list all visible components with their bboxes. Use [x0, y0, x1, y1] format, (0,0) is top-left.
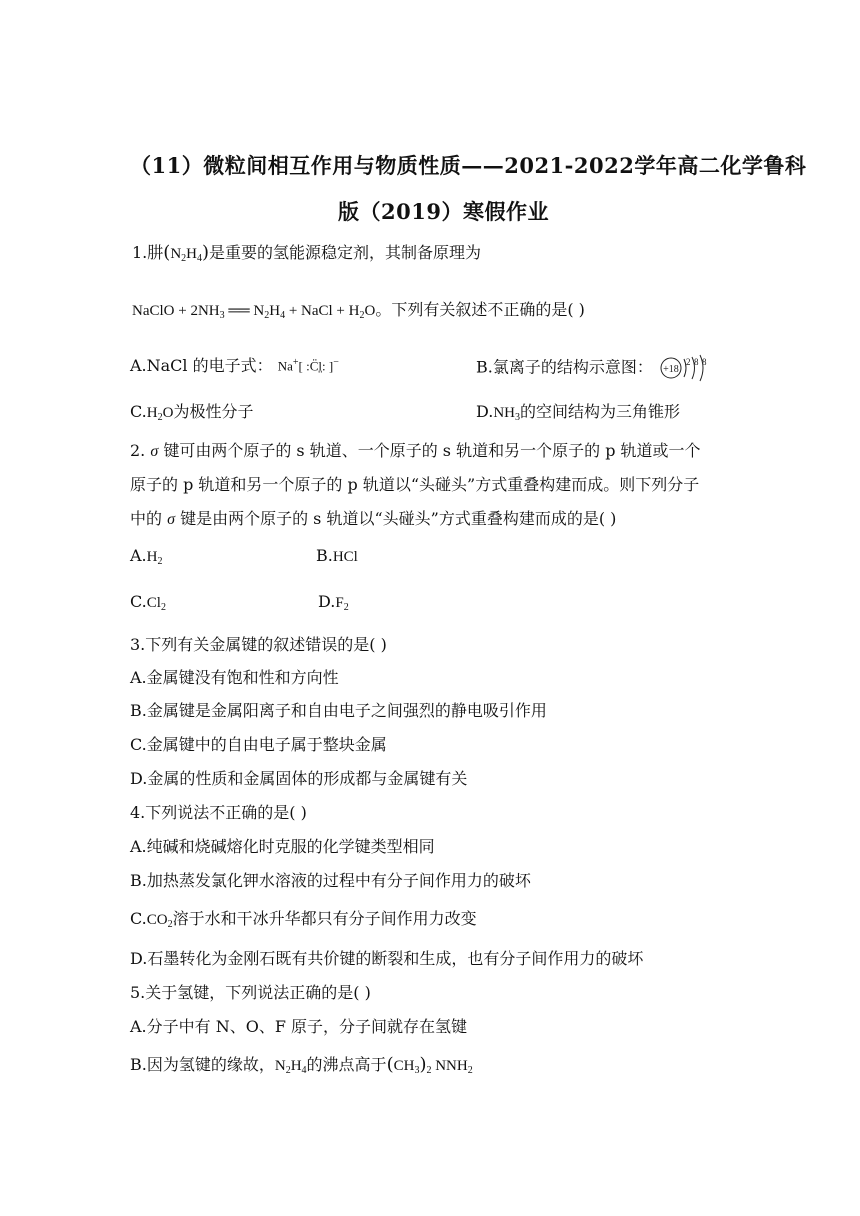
q2-option-b: B.HCl: [316, 546, 358, 565]
svg-text:2: 2: [685, 357, 691, 367]
chloride-ion-diagram-icon: [660, 353, 714, 383]
q3-option-c: C.金属键中的自由电子属于整块金属: [130, 735, 387, 754]
q2-option-d: $D.F_2$: [318, 592, 349, 613]
electron-formula: Na+[ :C̈l̤: ]−: [277, 356, 339, 373]
q1-option-b: B.氯离子的结构示意图： +18 2 8 8: [476, 353, 714, 383]
q3-stem: 3.下列有关金属键的叙述错误的是( ): [130, 635, 387, 654]
q2-line3: 中的 σ 键是由两个原子的 s 轨道以“头碰头”方式重叠构建而成的是( ): [130, 509, 617, 528]
q2-option-c: $C.Cl_2$: [130, 592, 166, 613]
q1-option-d: $D.NH_3$的空间结构为三角锥形: [476, 402, 681, 423]
q2-line2: 原子的 p 轨道和另一个原子的 p 轨道以“头碰头”方式重叠构建而成。则下列分子: [130, 475, 700, 494]
q3-option-a: A.金属键没有饱和性和方向性: [130, 668, 339, 687]
q4-option-a: A.纯碱和烧碱熔化时克服的化学键类型相同: [130, 837, 435, 856]
page-title-line2: 版（2019）寒假作业: [338, 199, 549, 224]
q4-option-b: B.加热蒸发氯化钾水溶液的过程中有分子间作用力的破坏: [130, 871, 531, 890]
q4-option-c: $C.CO_2$溶于水和干冰升华都只有分子间作用力改变: [130, 909, 477, 930]
q5-stem: 5.关于氢键，下列说法正确的是( ): [130, 983, 371, 1002]
svg-text:+18: +18: [663, 364, 679, 375]
q5-option-b: B.因为氢键的缘故，$N_2H_4$的沸点高于$(CH_3)_2$ $NNH_2$: [130, 1054, 473, 1076]
q1-option-a: A.NaCl 的电子式： Na+[ :C̈l̤: ]−: [130, 356, 339, 375]
q2-line1: 2. σ 键可由两个原子的 s 轨道、一个原子的 s 轨道和另一个原子的 p 轨道或一个: [130, 441, 701, 460]
q1-equation: NaClO + $2NH_3$ ══ $N_2H_4$ + NaCl + $H_2O$。下列有关叙述不正确的是( ): [132, 300, 585, 321]
q5-option-a: A.分子中有 N、O、F 原子，分子间就存在氢键: [130, 1017, 468, 1036]
q3-option-b: B.金属键是金属阳离子和自由电子之间强烈的静电吸引作用: [130, 701, 547, 720]
page-title-line1: （11）微粒间相互作用与物质性质——2021-2022学年高二化学鲁科: [130, 153, 807, 178]
q1-option-c: $C.H_2O$为极性分子: [130, 402, 254, 423]
q2-option-a: $A.H_2$: [130, 546, 163, 567]
q3-option-d: D.金属的性质和金属固体的形成都与金属键有关: [130, 769, 468, 788]
svg-text:8: 8: [701, 357, 707, 367]
q4-stem: 4.下列说法不正确的是( ): [130, 803, 307, 822]
q1-stem: 1.肼$(N_2H_4)$是重要的氢能源稳定剂，其制备原理为: [132, 242, 482, 264]
q4-option-d: D.石墨转化为金刚石既有共价键的断裂和生成，也有分子间作用力的破坏: [130, 949, 644, 968]
svg-text:8: 8: [693, 357, 699, 367]
